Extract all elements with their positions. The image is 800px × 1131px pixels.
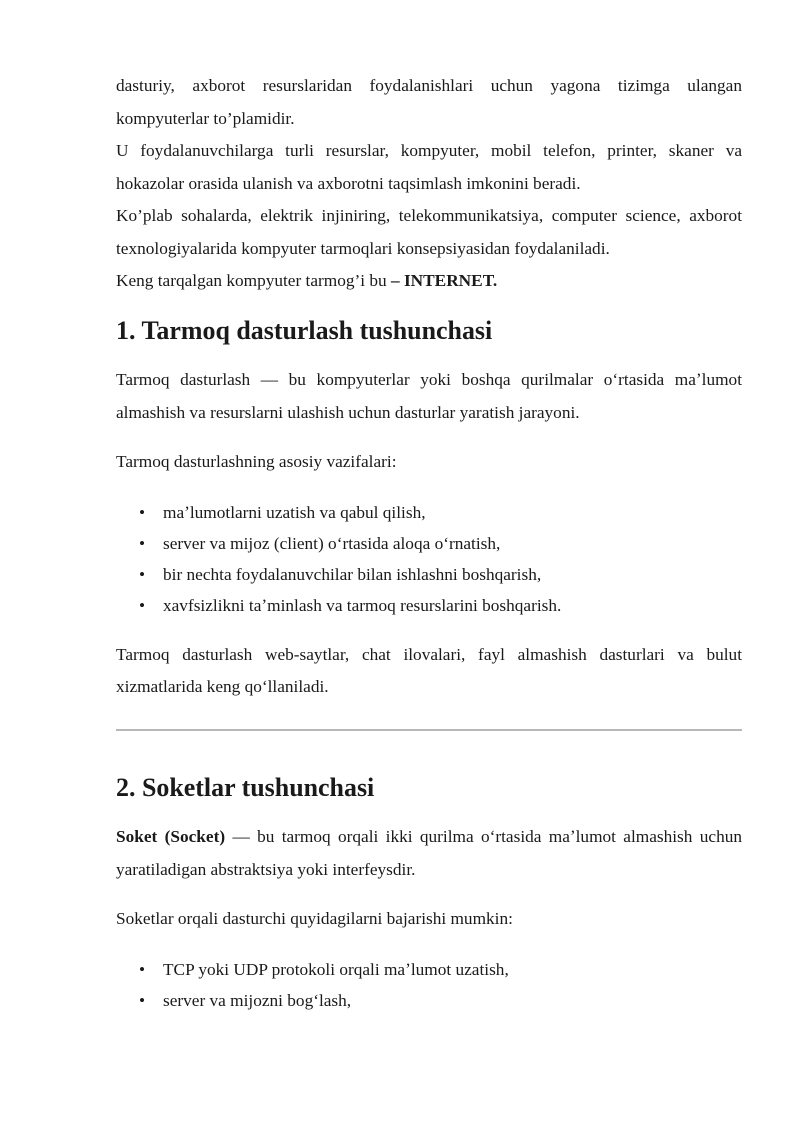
list-item-text: server va mijozni bogʻlash, [163, 990, 352, 1010]
internet-emphasis: – INTERNET. [390, 271, 498, 290]
list-item [116, 954, 742, 985]
bullet-icon: • [139, 959, 146, 979]
intro-paragraph-1: dasturiy, axborot resurslaridan foydalanishlari uchun yagona tizimga ulangan kompyuterlar to’plamidir. [116, 76, 742, 128]
list-item-text: maʼlumotlarni uzatish va qabul qilish, [163, 502, 426, 522]
bullet-icon: • [139, 564, 146, 584]
section-1-task-list [116, 497, 742, 621]
section-1-tasks-intro: Tarmoq dasturlashning asosiy vazifalari: [116, 452, 397, 471]
intro-paragraph-2: U foydalanuvchilarga turli resurslar, kompyuter, mobil telefon, printer, skaner va hokazolar orasida ulanish va axborotni taqsimlash imkonini beradi. [116, 141, 742, 193]
section-2-heading: 2. Soketlar tushunchasi [116, 772, 375, 802]
list-item [116, 528, 742, 559]
section-1-heading: 1. Tarmoq dasturlash tushunchasi [116, 315, 493, 345]
section-1-definition: Tarmoq dasturlash — bu kompyuterlar yoki boshqa qurilmalar oʻrtasida maʼlumot almashish va resurslarni ulashish uchun dasturlar yaratish jarayoni. [116, 370, 742, 422]
list-item [116, 497, 742, 528]
list-item [116, 559, 742, 590]
list-item-text: bir nechta foydalanuvchilar bilan ishlashni boshqarish, [163, 564, 542, 584]
bullet-icon: • [139, 990, 146, 1010]
bullet-icon: • [139, 502, 146, 522]
section-2-definition-text: — bu tarmoq orqali ikki qurilma oʻrtasida maʼlumot almashish uchun yaratiladigan abstraktsiya yoki interfeysdir. [116, 827, 742, 879]
list-item [116, 985, 742, 1016]
socket-term: Soket (Socket) [116, 827, 226, 846]
intro-paragraph-4 [116, 265, 742, 298]
section-2-abilities-intro: Soketlar orqali dasturchi quyidagilarni bajarishi mumkin: [116, 909, 513, 928]
list-item-text: xavfsizlikni taʼminlash va tarmoq resurslarini boshqarish. [163, 595, 562, 615]
section-2-ability-list [116, 954, 742, 1016]
intro-paragraph-4-text: Keng tarqalgan kompyuter tarmog’i bu [116, 271, 391, 290]
intro-paragraph-3: Ko’plab sohalarda, elektrik injiniring, telekommunikatsiya, computer science, axborot texnologiyalarida kompyuter tarmoqlari konsepsiyasidan foydalaniladi. [116, 206, 742, 258]
list-item [116, 590, 742, 621]
section-2-definition [116, 821, 742, 886]
section-1-usage: Tarmoq dasturlash web-saytlar, chat ilovalari, fayl almashish dasturlari va bulut xizmatlarida keng qoʻllaniladi. [116, 644, 742, 696]
list-item-text: TCP yoki UDP protokoli orqali maʼlumot uzatish, [163, 959, 509, 979]
bullet-icon: • [139, 533, 146, 553]
bullet-icon: • [139, 595, 146, 615]
document-page [116, 70, 742, 1016]
list-item-text: server va mijoz (client) oʻrtasida aloqa oʻrnatish, [163, 533, 501, 553]
